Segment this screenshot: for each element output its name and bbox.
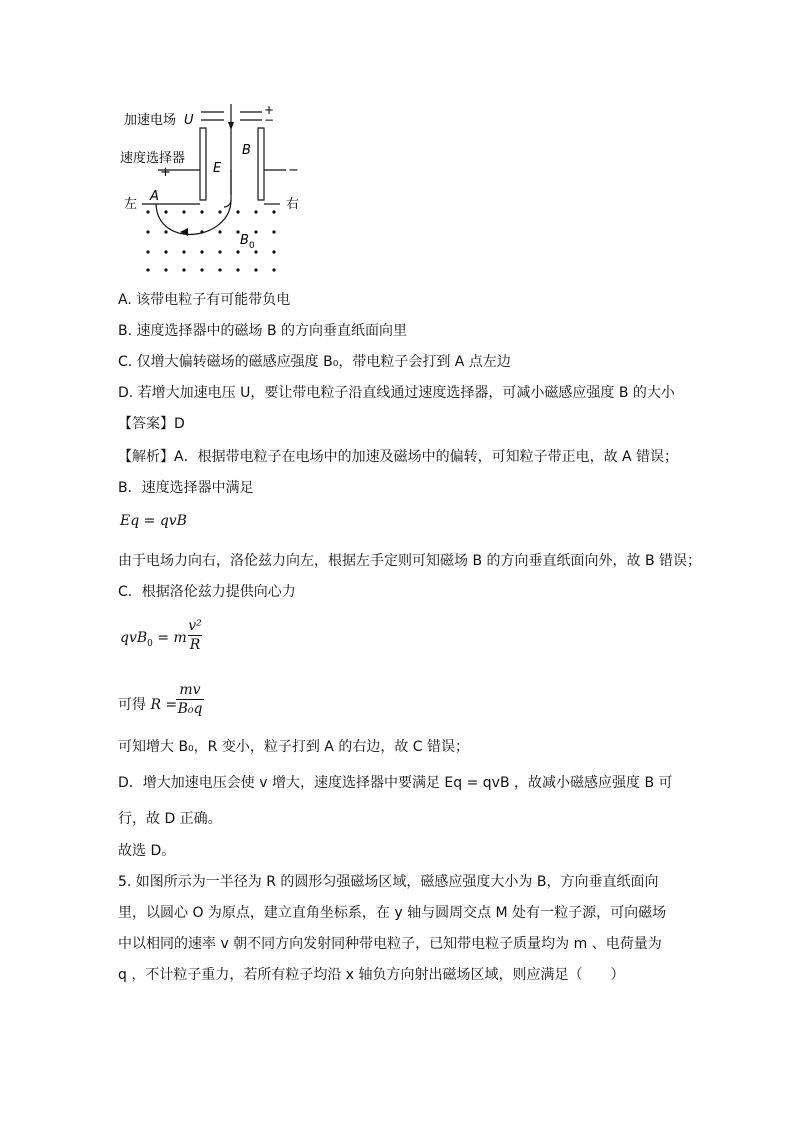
analysis-a: 【解析】A．根据带电粒子在电场中的加速及磁场中的偏转，可知粒子带正电，故 A 错误； (118, 449, 679, 465)
eq3-prefix: 可得 (118, 697, 146, 713)
label-right: 右 (286, 197, 300, 212)
equation-1: Eq = qvB (120, 513, 187, 529)
question5-line4: q ，不计粒子重力，若所有粒子均沿 x 轴负方向射出磁场区域，则应满足（ ） (118, 967, 625, 983)
analysis-b-intro: B．速度选择器中满足 (118, 480, 254, 496)
label-A: A (150, 189, 159, 204)
option-a: A. 该带电粒子有可能带负电 (118, 292, 291, 308)
question5-line2: 里，以圆心 O 为原点，建立直角坐标系，在 y 轴与圆周交点 M 处有一粒子源，可向磁场 (118, 905, 667, 921)
label-E: E (213, 161, 222, 176)
minus-top: − (264, 113, 275, 127)
eq3-den: B₀q (177, 701, 203, 717)
eq2-den: R (189, 637, 201, 653)
label-U: U (184, 113, 194, 128)
eq3-num: mv (176, 682, 204, 700)
label-B: B (242, 143, 251, 158)
analysis-d-2: 行，故 D 正确。 (118, 811, 222, 827)
label-B0-sub: 0 (249, 241, 255, 251)
plus-left: + (160, 165, 171, 180)
magnetic-field-dots (146, 210, 275, 271)
eq2-sub: 0 (147, 638, 153, 649)
accel-field-label: 加速电场 (124, 113, 177, 128)
option-c: C. 仅增大偏转磁场的磁感应强度 B₀，带电粒子会打到 A 点左边 (118, 354, 511, 370)
plus-top: + (264, 103, 275, 117)
analysis-d-1: D．增大加速电压会使 v 增大，速度选择器中要满足 Eq = qvB ，故减小磁感应强度 B 可 (118, 775, 673, 791)
analysis-b: 由于电场力向右，洛伦兹力向左，根据左手定则可知磁场 B 的方向垂直纸面向外，故 B 错误； (118, 553, 702, 569)
option-b: B. 速度选择器中的磁场 B 的方向垂直纸面向里 (118, 323, 408, 339)
question5-line1: 5. 如图所示为一半径为 R 的圆形匀强磁场区域，磁感应强度大小为 B，方向垂直纸面向 (118, 874, 659, 890)
question5-line3: 中以相同的速率 v 朝不同方向发射同种带电粒子，已知带电粒子质量均为 m 、电荷量为 (118, 936, 662, 952)
label-B0: B (240, 233, 249, 248)
answer: 【答案】D (118, 416, 185, 432)
physics-diagram (118, 100, 318, 280)
option-d: D. 若增大加速电压 U，要让带电粒子沿直线通过速度选择器，可减小磁感应强度 B 的大小 (118, 385, 675, 401)
analysis-c-intro: C．根据洛伦兹力提供向心力 (118, 584, 296, 600)
eq2-eq: = m (152, 630, 187, 646)
minus-right: − (288, 163, 299, 178)
label-left: 左 (124, 197, 138, 212)
selector-label: 速度选择器 (120, 151, 186, 166)
eq2-left: qvB (120, 630, 148, 646)
conclusion: 故选 D。 (118, 843, 176, 859)
eq3-left: R = (150, 697, 178, 713)
analysis-c: 可知增大 B₀，R 变小，粒子打到 A 的右边，故 C 错误； (118, 739, 469, 755)
eq2-num: v² (188, 618, 202, 634)
